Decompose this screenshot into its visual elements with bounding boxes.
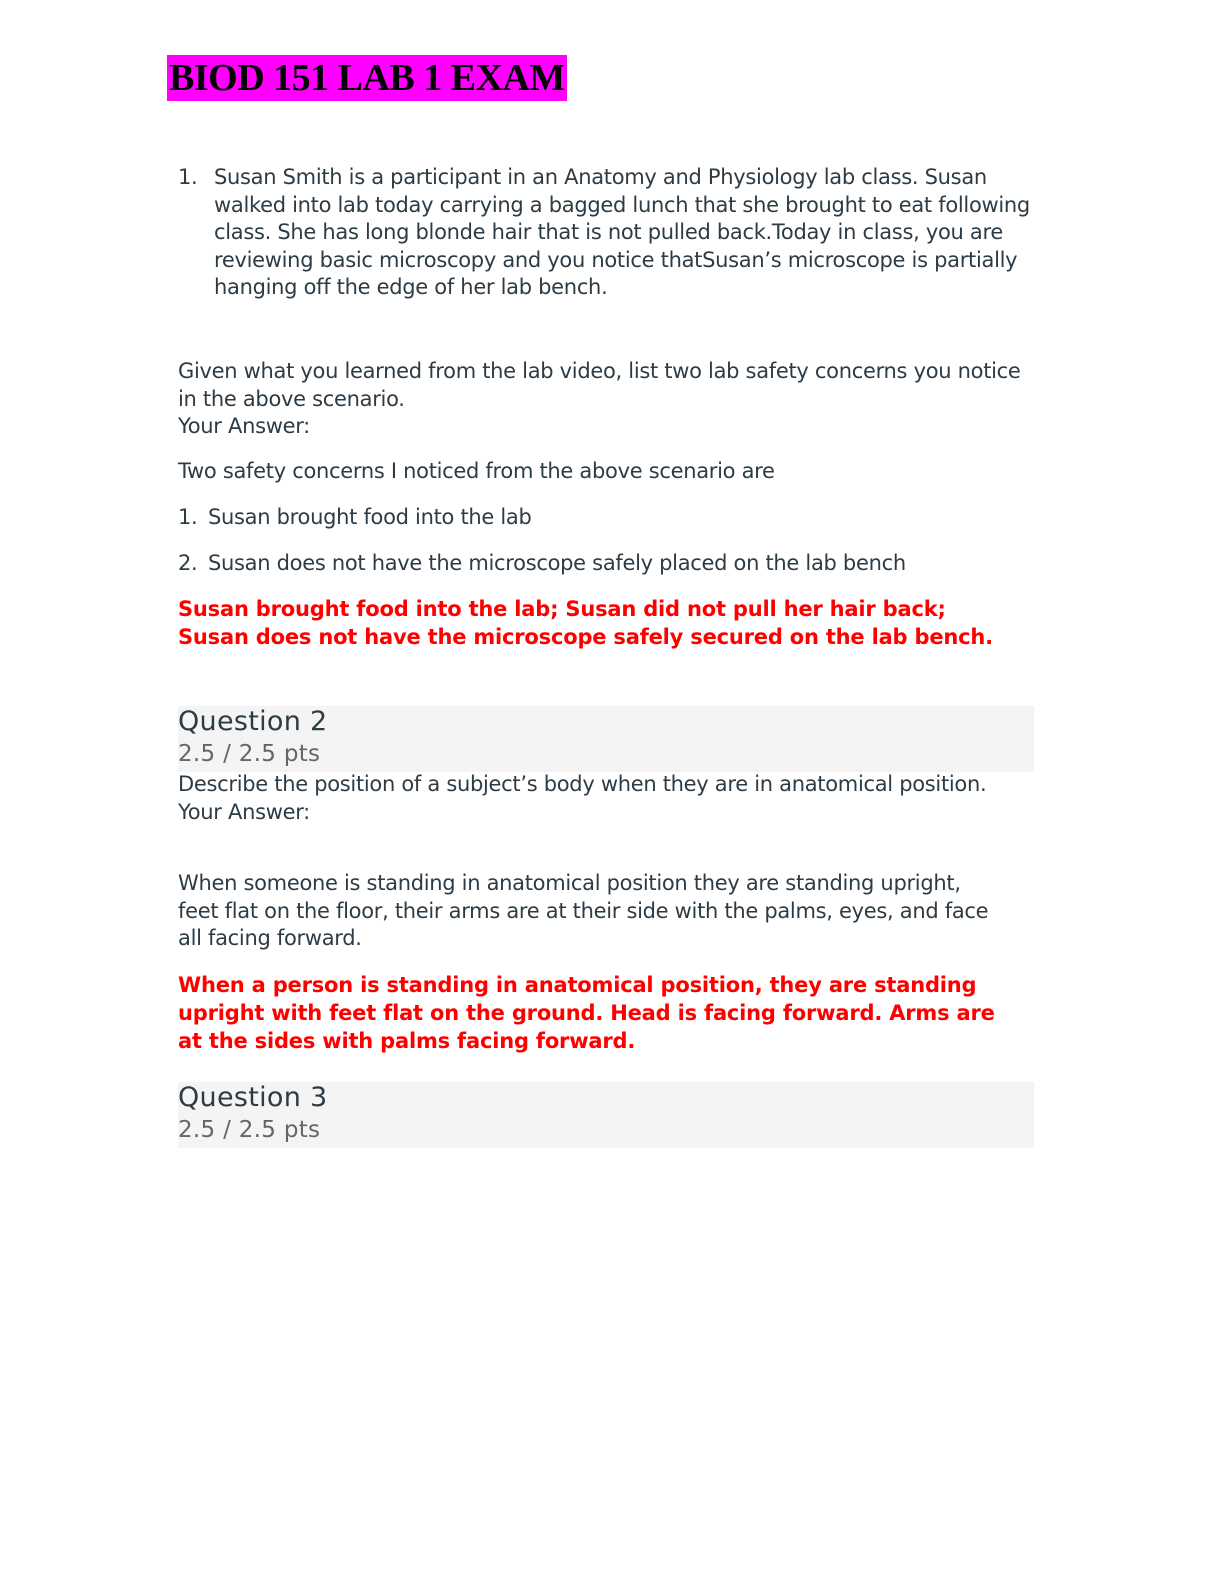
list-number: 2. — [178, 551, 198, 575]
question-2-header — [178, 706, 1034, 772]
question-2-points: 2.5 / 2.5 pts — [178, 741, 321, 767]
question-2-title: Question 2 — [178, 706, 328, 737]
question-1-student-answer-item — [178, 550, 1038, 578]
question-1-prompt-block — [178, 358, 1038, 441]
question-3-points: 2.5 / 2.5 pts — [178, 1117, 321, 1143]
list-item-text: Susan does not have the microscope safely placed on the lab bench — [208, 551, 906, 575]
question-2-student-answer: When someone is standing in anatomical position they are standing upright, feet flat on the floor, their arms are at their side with the palms, eyes, and face all facing forward. — [178, 871, 989, 950]
question-1-student-answer-item — [178, 504, 1038, 532]
question-1-student-answer-intro: Two safety concerns I noticed from the above scenario are — [178, 459, 775, 483]
list-number: 1. — [178, 505, 198, 529]
question-1-scenario — [178, 164, 1038, 302]
question-1-answer-key: Susan brought food into the lab; Susan did not pull her hair back; Susan does not have the microscope safely secured on the lab bench. — [178, 597, 993, 649]
question-2-prompt: Describe the position of a subject’s body when they are in anatomical position. — [178, 772, 987, 796]
question-1-prompt: Given what you learned from the lab video, list two lab safety concerns you notice in the above scenario. — [178, 359, 1021, 411]
question-1-scenario-text: Susan Smith is a participant in an Anatomy and Physiology lab class. Susan walked into lab today carrying a bagged lunch that she brought to eat following class. She has long blonde hair that is not pulled back.Today in class, you are reviewing basic microscopy and you notice thatSusan’s microscope is partially hanging off the edge of her lab bench. — [214, 165, 1030, 299]
your-answer-label: Your Answer: — [178, 799, 310, 824]
question-3-header — [178, 1082, 1034, 1148]
question-2-answer-key: When a person is standing in anatomical position, they are standing upright with feet flat on the ground. Head is facing forward. Arms are at the sides with palms facing forward. — [178, 973, 995, 1053]
document-title: BIOD 151 LAB 1 EXAM — [169, 57, 565, 99]
list-item-text: Susan brought food into the lab — [208, 505, 532, 529]
question-1-scenario-list — [178, 164, 1038, 302]
question-1-number: 1. — [178, 165, 198, 189]
question-2-prompt-block — [178, 771, 1038, 826]
question-3-title: Question 3 — [178, 1082, 328, 1113]
your-answer-label: Your Answer: — [178, 414, 310, 438]
